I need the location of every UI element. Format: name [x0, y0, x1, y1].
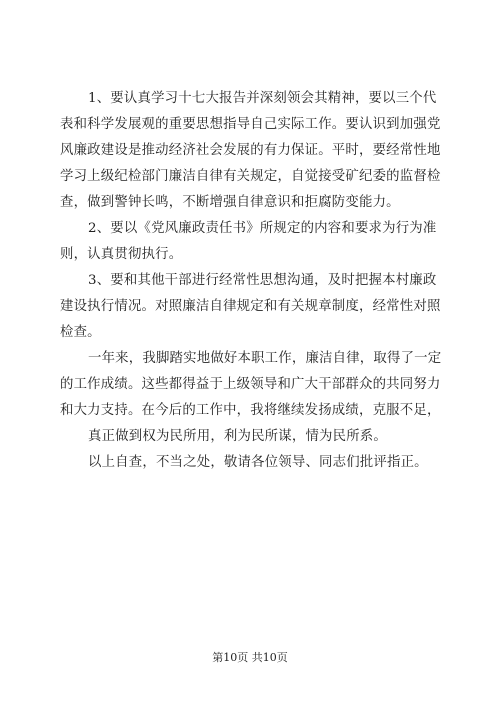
text-line: 表和科学发展观的重要思想指导自己实际工作。要认识到加强党 — [60, 117, 441, 132]
page-footer — [0, 651, 500, 665]
text-line: 和大力支持。在今后的工作中，我将继续发扬成绩，克服不足， — [60, 403, 441, 418]
text-line: 学习上级纪检部门廉洁自律有关规定，自觉接受矿纪委的监督检 — [60, 169, 441, 184]
text-line: 建设执行情况。对照廉洁自律规定和有关规章制度，经常性对照 — [60, 299, 441, 314]
text-line: 则，认真贯彻执行。 — [60, 247, 183, 262]
text-line: 真正做到权为民所用，利为民所谋，情为民所系。 — [88, 429, 387, 444]
text-line: 一年来，我脚踏实地做好本职工作，廉洁自律，取得了一定 — [88, 351, 442, 366]
text-line: 查，做到警钟长鸣，不断增强自律意识和拒腐防变能力。 — [60, 195, 400, 210]
document-body — [60, 86, 450, 476]
text-line: 检查。 — [60, 325, 101, 340]
text-line: 风廉政建设是推动经济社会发展的有力保证。平时，要经常性地 — [60, 143, 441, 158]
text-line: 以上自查，不当之处，敬请各位领导、同志们批评指正。 — [88, 455, 428, 470]
text-line: 1、要认真学习十七大报告并深刻领会其精神，要以三个代 — [88, 91, 437, 106]
text-line: 的工作成绩。这些都得益于上级领导和广大干部群众的共同努力 — [60, 377, 441, 392]
text-line: 3、要和其他干部进行经常性思想沟通，及时把握本村廉政 — [88, 273, 437, 288]
text-line: 2、要以《党风廉政责任书》所规定的内容和要求为行为准 — [88, 221, 437, 236]
page-number: 第10页 共10页 — [212, 651, 288, 664]
